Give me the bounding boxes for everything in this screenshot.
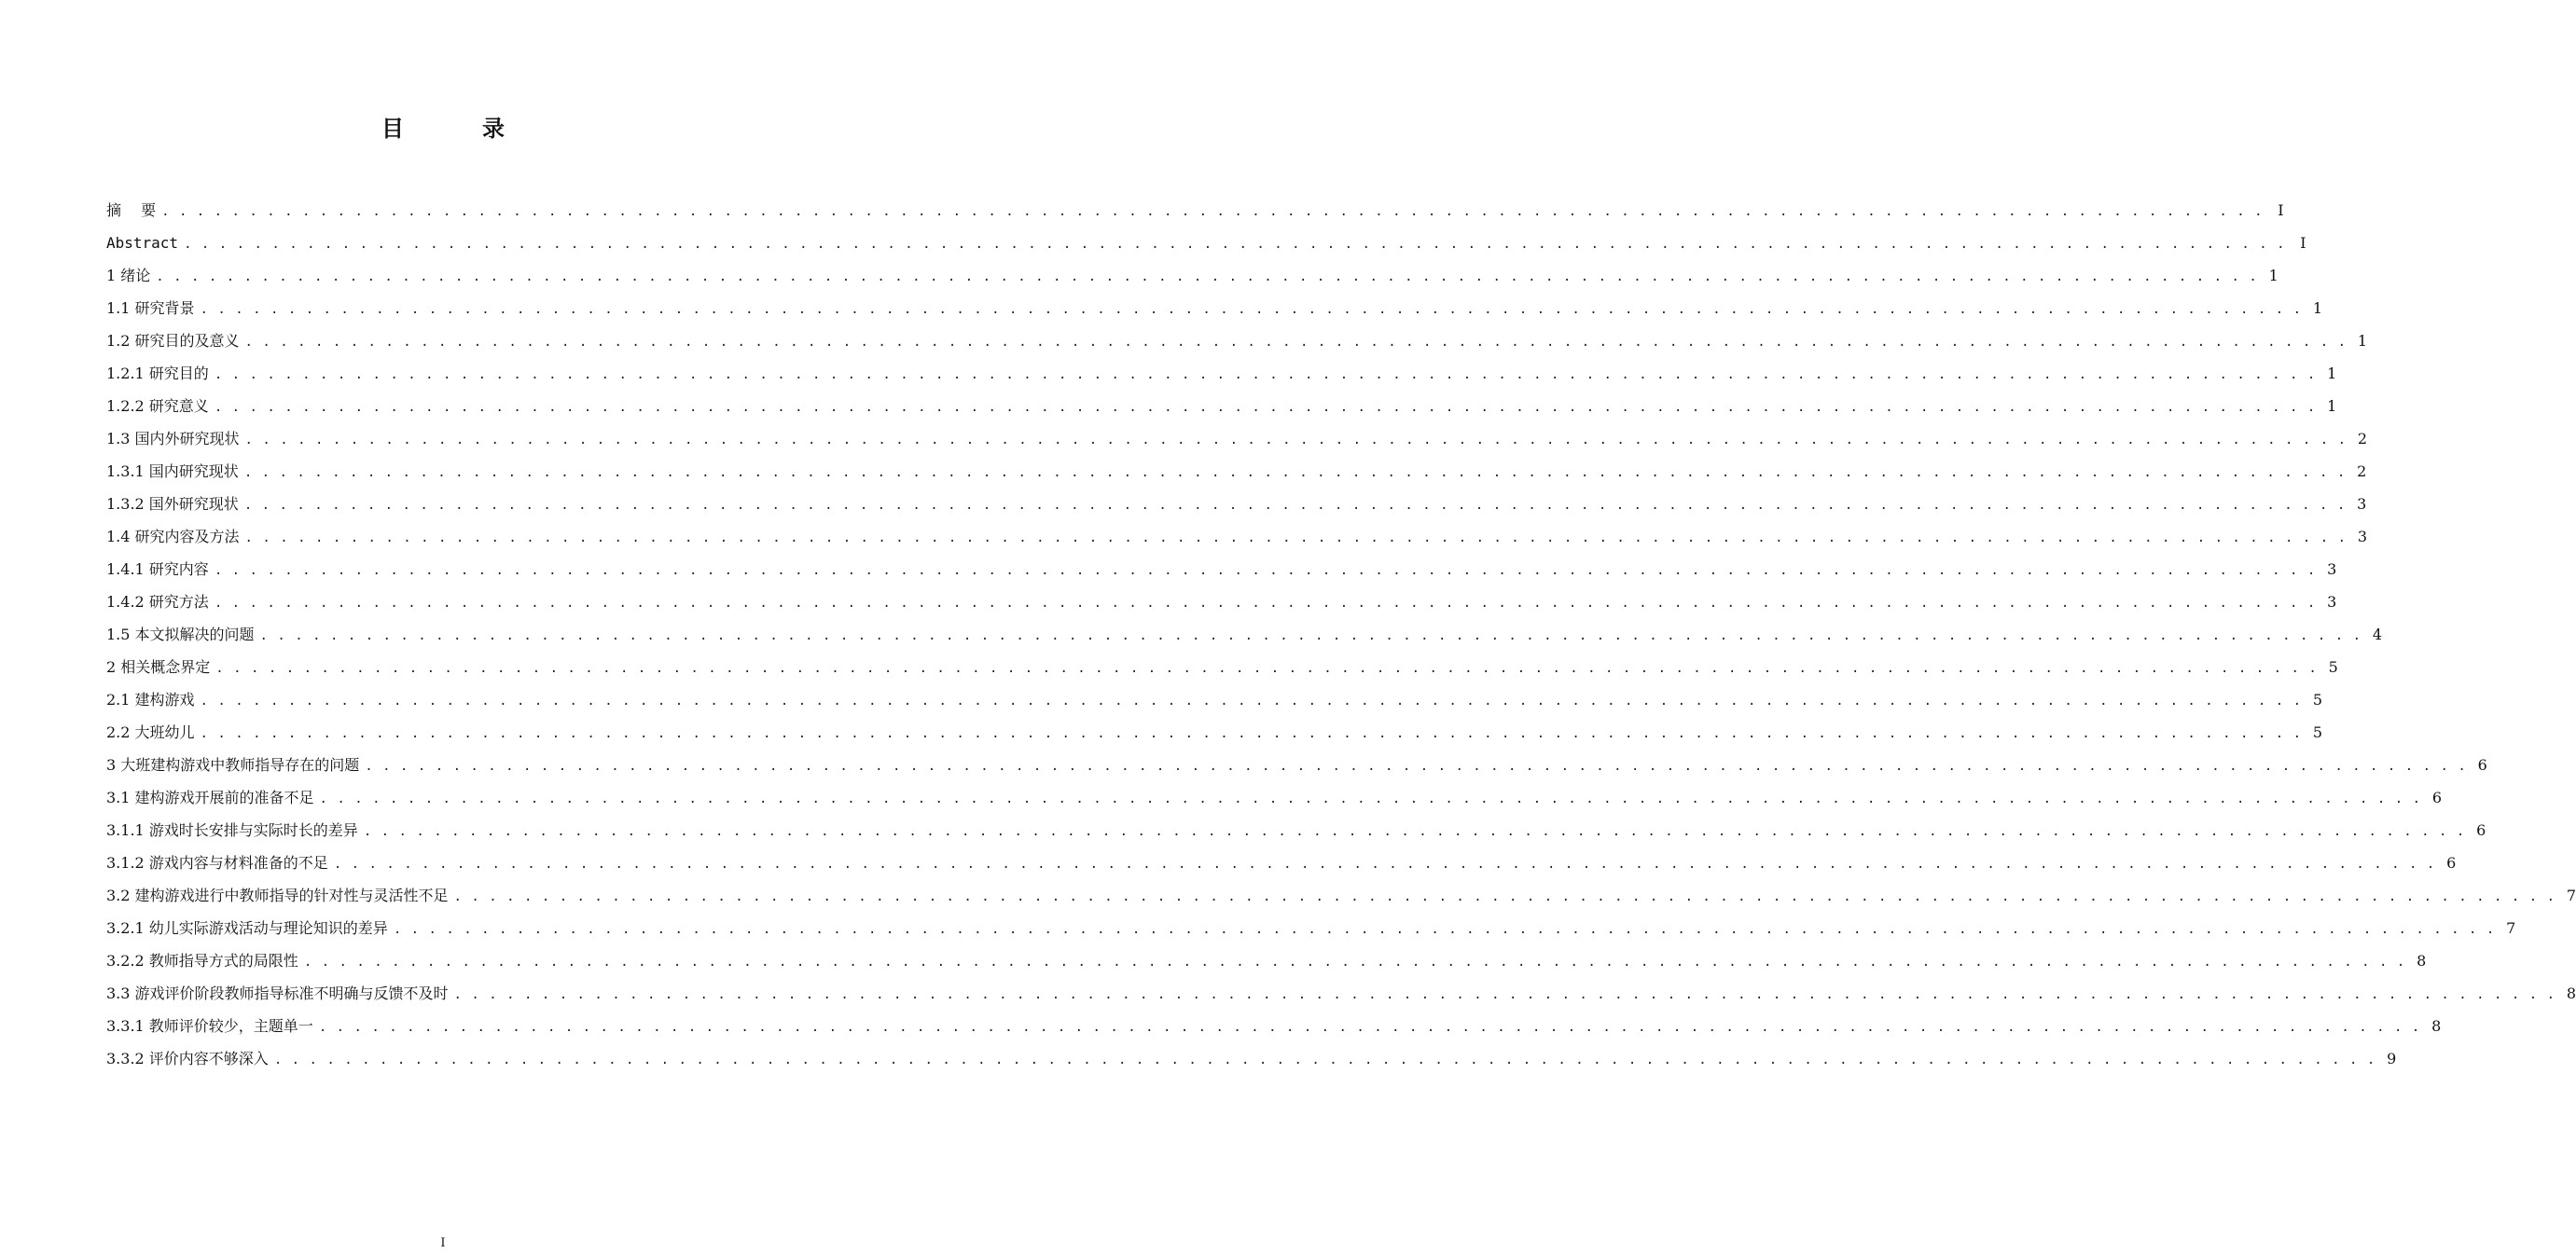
page-number: I bbox=[440, 1236, 446, 1250]
toc-entry-label: 1.2.1 研究目的 bbox=[106, 365, 209, 382]
toc-entry[interactable] bbox=[106, 781, 2443, 814]
toc-entry-label: 1.3 国内外研究现状 bbox=[106, 430, 240, 448]
toc-entry[interactable] bbox=[106, 422, 2368, 455]
toc-entry[interactable] bbox=[106, 618, 2383, 651]
toc-entry-page: 2 bbox=[2357, 462, 2367, 480]
toc-entry-page: 6 bbox=[2477, 756, 2487, 774]
toc-dot-leader: . . . . . . . . . . . . . . . . . . . . . . . . . . . . . . . . . . . . . . . . . . . . . . . . . . . . . . . . . . . . . . . . . . . . . . . . . . . . . . . . . . . . . . . . . . . . . . . . . . . . . . . . . . . . . . . . . . . . . . . . bbox=[363, 824, 2466, 839]
toc-dot-leader: . . . . . . . . . . . . . . . . . . . . . . . . . . . . . . . . . . . . . . . . . . . . . . . . . . . . . . . . . . . . . . . . . . . . . . . . . . . . . . . . . . . . . . . . . . . . . . . . . . . . . . . . . . . . . . . . . . . . . . . . bbox=[244, 433, 2347, 448]
toc-dot-leader: . . . . . . . . . . . . . . . . . . . . . . . . . . . . . . . . . . . . . . . . . . . . . . . . . . . . . . . . . . . . . . . . . . . . . . . . . . . . . . . . . . . . . . . . . . . . . . . . . . . . . . . . . . . . . . . . . . . . . . . . bbox=[243, 465, 2347, 480]
toc-dot-leader: . . . . . . . . . . . . . . . . . . . . . . . . . . . . . . . . . . . . . . . . . . . . . . . . . . . . . . . . . . . . . . . . . . . . . . . . . . . . . . . . . . . . . . . . . . . . . . . . . . . . . . . . . . . . . . . . . . . . . . . . bbox=[200, 726, 2303, 741]
toc-entry-label: 1.5 本文拟解决的问题 bbox=[106, 626, 255, 643]
toc-entry-label: 3.3.1 教师评价较少，主题单一 bbox=[106, 1017, 313, 1035]
toc-entry-page: 6 bbox=[2476, 821, 2486, 839]
toc-dot-leader: . . . . . . . . . . . . . . . . . . . . . . . . . . . . . . . . . . . . . . . . . . . . . . . . . . . . . . . . . . . . . . . . . . . . . . . . . . . . . . . . . . . . . . . . . . . . . . . . . . . . . . . . . . . . . . . . . . . . . . . . bbox=[453, 987, 2556, 1002]
toc-entry-label: 1.4.1 研究内容 bbox=[106, 560, 209, 578]
toc-entry-page: 7 bbox=[2566, 887, 2576, 904]
toc-entry-page: I bbox=[2278, 201, 2284, 219]
toc-entry[interactable] bbox=[106, 977, 2576, 1010]
toc-entry[interactable] bbox=[106, 520, 2368, 553]
toc-entry[interactable] bbox=[106, 749, 2487, 781]
toc-entry-label: 3.1 建构游戏开展前的准备不足 bbox=[106, 789, 314, 806]
toc-dot-leader: . . . . . . . . . . . . . . . . . . . . . . . . . . . . . . . . . . . . . . . . . . . . . . . . . . . . . . . . . . . . . . . . . . . . . . . . . . . . . . . . . . . . . . . . . . . . . . . . . . . . . . . . . . . . . . . . . . . . . . . . bbox=[214, 400, 2317, 415]
toc-entry-label: 1.4.2 研究方法 bbox=[106, 593, 209, 611]
toc-entry[interactable] bbox=[106, 324, 2368, 357]
toc-entry[interactable] bbox=[106, 847, 2457, 879]
toc-dot-leader: . . . . . . . . . . . . . . . . . . . . . . . . . . . . . . . . . . . . . . . . . . . . . . . . . . . . . . . . . . . . . . . . . . . . . . . . . . . . . . . . . . . . . . . . . . . . . . . . . . . . . . . . . . . . . . . . . . . . . . . . bbox=[244, 335, 2347, 350]
toc-entry-page: 3 bbox=[2327, 593, 2337, 611]
toc-entry-label: 1.2.2 研究意义 bbox=[106, 397, 209, 415]
toc-entry[interactable] bbox=[106, 1010, 2442, 1042]
toc-entry-page: 3 bbox=[2357, 495, 2367, 513]
toc-dot-leader: . . . . . . . . . . . . . . . . . . . . . . . . . . . . . . . . . . . . . . . . . . . . . . . . . . . . . . . . . . . . . . . . . . . . . . . . . . . . . . . . . . . . . . . . . . . . . . . . . . . . . . . . . . . . . . . . . . . . . . . . bbox=[303, 955, 2406, 970]
toc-entry[interactable] bbox=[106, 1042, 2397, 1075]
toc-entry[interactable] bbox=[106, 912, 2516, 944]
toc-entry-label: 3 大班建构游戏中教师指导存在的问题 bbox=[106, 756, 360, 774]
toc-dot-leader: . . . . . . . . . . . . . . . . . . . . . . . . . . . . . . . . . . . . . . . . . . . . . . . . . . . . . . . . . . . . . . . . . . . . . . . . . . . . . . . . . . . . . . . . . . . . . . . . . . . . . . . . . . . . . . . . . . . . . . . . bbox=[453, 889, 2556, 904]
toc-entry-page: I bbox=[2300, 234, 2306, 252]
toc-dot-leader: . . . . . . . . . . . . . . . . . . . . . . . . . . . . . . . . . . . . . . . . . . . . . . . . . . . . . . . . . . . . . . . . . . . . . . . . . . . . . . . . . . . . . . . . . . . . . . . . . . . . . . . . . . . . . . . . . . . . . . . . bbox=[319, 792, 2422, 806]
toc-dot-leader: . . . . . . . . . . . . . . . . . . . . . . . . . . . . . . . . . . . . . . . . . . . . . . . . . . . . . . . . . . . . . . . . . . . . . . . . . . . . . . . . . . . . . . . . . . . . . . . . . . . . . . . . . . . . . . . . . . . . . . . . bbox=[365, 759, 2467, 774]
table-of-contents bbox=[106, 194, 2576, 1075]
toc-entry[interactable] bbox=[106, 259, 2278, 292]
toc-entry-page: 8 bbox=[2431, 1017, 2442, 1035]
toc-dot-leader: . . . . . . . . . . . . . . . . . . . . . . . . . . . . . . . . . . . . . . . . . . . . . . . . . . . . . . . . . . . . . . . . . . . . . . . . . . . . . . . . . . . . . . . . . . . . . . . . . . . . . . . . . . . . . . . . . . . . . . . . bbox=[259, 628, 2362, 643]
toc-entry-page: 2 bbox=[2357, 430, 2368, 448]
toc-entry-page: 1 bbox=[2312, 299, 2323, 317]
toc-entry[interactable] bbox=[106, 357, 2337, 390]
toc-entry-page: 4 bbox=[2372, 626, 2383, 643]
toc-entry-label: 3.2.2 教师指导方式的局限性 bbox=[106, 952, 298, 970]
toc-entry-page: 1 bbox=[2327, 397, 2337, 415]
toc-entry[interactable] bbox=[106, 390, 2337, 422]
toc-dot-leader: . . . . . . . . . . . . . . . . . . . . . . . . . . . . . . . . . . . . . . . . . . . . . . . . . . . . . . . . . . . . . . . . . . . . . . . . . . . . . . . . . . . . . . . . . . . . . . . . . . . . . . . . . . . . . . . . . . . . . . . . bbox=[273, 1053, 2376, 1067]
toc-entry[interactable] bbox=[106, 944, 2427, 977]
toc-entry[interactable] bbox=[106, 194, 2284, 227]
toc-entry[interactable] bbox=[106, 585, 2337, 618]
toc-entry-label: Abstract bbox=[106, 234, 179, 252]
toc-entry-label: 1.3.2 国外研究现状 bbox=[106, 495, 239, 513]
toc-entry[interactable] bbox=[106, 488, 2367, 520]
toc-dot-leader: . . . . . . . . . . . . . . . . . . . . . . . . . . . . . . . . . . . . . . . . . . . . . . . . . . . . . . . . . . . . . . . . . . . . . . . . . . . . . . . . . . . . . . . . . . . . . . . . . . . . . . . . . . . . . . . . . . . . . . . . bbox=[333, 857, 2436, 872]
toc-entry-page: 5 bbox=[2312, 723, 2323, 741]
toc-dot-leader: . . . . . . . . . . . . . . . . . . . . . . . . . . . . . . . . . . . . . . . . . . . . . . . . . . . . . . . . . . . . . . . . . . . . . . . . . . . . . . . . . . . . . . . . . . . . . . . . . . . . . . . . . . . . . . . . . . . . . . . . bbox=[214, 563, 2317, 578]
toc-entry-label: 1.3.1 国内研究现状 bbox=[106, 462, 239, 480]
toc-dot-leader: . . . . . . . . . . . . . . . . . . . . . . . . . . . . . . . . . . . . . . . . . . . . . . . . . . . . . . . . . . . . . . . . . . . . . . . . . . . . . . . . . . . . . . . . . . . . . . . . . . . . . . . . . . . . . . . . . . . . . . . . bbox=[215, 661, 2318, 676]
toc-entry-label: 3.1.2 游戏内容与材料准备的不足 bbox=[106, 854, 328, 872]
toc-entry-label: 1 绪论 bbox=[106, 267, 151, 284]
toc-dot-leader: . . . . . . . . . . . . . . . . . . . . . . . . . . . . . . . . . . . . . . . . . . . . . . . . . . . . . . . . . . . . . . . . . . . . . . . . . . . . . . . . . . . . . . . . . . . . . . . . . . . . . . . . . . . . . . . . . . . . . . . . bbox=[161, 204, 2264, 219]
toc-entry[interactable] bbox=[106, 879, 2576, 912]
toc-dot-leader: . . . . . . . . . . . . . . . . . . . . . . . . . . . . . . . . . . . . . . . . . . . . . . . . . . . . . . . . . . . . . . . . . . . . . . . . . . . . . . . . . . . . . . . . . . . . . . . . . . . . . . . . . . . . . . . . . . . . . . . . bbox=[200, 302, 2303, 317]
toc-dot-leader: . . . . . . . . . . . . . . . . . . . . . . . . . . . . . . . . . . . . . . . . . . . . . . . . . . . . . . . . . . . . . . . . . . . . . . . . . . . . . . . . . . . . . . . . . . . . . . . . . . . . . . . . . . . . . . . . . . . . . . . . bbox=[243, 498, 2347, 513]
toc-dot-leader: . . . . . . . . . . . . . . . . . . . . . . . . . . . . . . . . . . . . . . . . . . . . . . . . . . . . . . . . . . . . . . . . . . . . . . . . . . . . . . . . . . . . . . . . . . . . . . . . . . . . . . . . . . . . . . . . . . . . . . . . bbox=[156, 269, 2258, 284]
toc-entry[interactable] bbox=[106, 716, 2323, 749]
toc-dot-leader: . . . . . . . . . . . . . . . . . . . . . . . . . . . . . . . . . . . . . . . . . . . . . . . . . . . . . . . . . . . . . . . . . . . . . . . . . . . . . . . . . . . . . . . . . . . . . . . . . . . . . . . . . . . . . . . . . . . . . . . . bbox=[318, 1020, 2421, 1035]
toc-entry-page: 1 bbox=[2357, 332, 2368, 350]
toc-entry-page: 9 bbox=[2387, 1050, 2397, 1067]
toc-dot-leader: . . . . . . . . . . . . . . . . . . . . . . . . . . . . . . . . . . . . . . . . . . . . . . . . . . . . . . . . . . . . . . . . . . . . . . . . . . . . . . . . . . . . . . . . . . . . . . . . . . . . . . . . . . . . . . . . . . . . . . . . bbox=[244, 530, 2347, 545]
toc-dot-leader: . . . . . . . . . . . . . . . . . . . . . . . . . . . . . . . . . . . . . . . . . . . . . . . . . . . . . . . . . . . . . . . . . . . . . . . . . . . . . . . . . . . . . . . . . . . . . . . . . . . . . . . . . . . . . . . . . . . . . . . . bbox=[184, 237, 2286, 252]
toc-entry-label: 1.4 研究内容及方法 bbox=[106, 528, 240, 545]
toc-entry[interactable] bbox=[106, 814, 2486, 847]
toc-entry[interactable] bbox=[106, 227, 2306, 259]
toc-entry-label: 2.2 大班幼儿 bbox=[106, 723, 195, 741]
toc-entry[interactable] bbox=[106, 553, 2337, 585]
toc-entry-page: 8 bbox=[2566, 984, 2576, 1002]
toc-entry-label: 3.3 游戏评价阶段教师指导标准不明确与反馈不及时 bbox=[106, 984, 449, 1002]
toc-entry[interactable] bbox=[106, 292, 2323, 324]
toc-entry-page: 5 bbox=[2312, 691, 2323, 709]
toc-entry[interactable] bbox=[106, 683, 2323, 716]
toc-entry-page: 5 bbox=[2328, 658, 2338, 676]
toc-entry-page: 1 bbox=[2327, 365, 2337, 382]
toc-entry-label: 1.1 研究背景 bbox=[106, 299, 195, 317]
toc-entry[interactable] bbox=[106, 455, 2367, 488]
toc-entry-label: 2.1 建构游戏 bbox=[106, 691, 195, 709]
page-title: 目 录 bbox=[381, 116, 533, 142]
toc-entry-page: 3 bbox=[2357, 528, 2368, 545]
toc-entry-label: 2 相关概念界定 bbox=[106, 658, 211, 676]
toc-dot-leader: . . . . . . . . . . . . . . . . . . . . . . . . . . . . . . . . . . . . . . . . . . . . . . . . . . . . . . . . . . . . . . . . . . . . . . . . . . . . . . . . . . . . . . . . . . . . . . . . . . . . . . . . . . . . . . . . . . . . . . . . bbox=[214, 596, 2317, 611]
toc-entry[interactable] bbox=[106, 651, 2338, 683]
toc-entry-page: 3 bbox=[2327, 560, 2337, 578]
toc-entry-page: 8 bbox=[2417, 952, 2427, 970]
toc-entry-page: 7 bbox=[2506, 919, 2516, 937]
toc-entry-label: 3.3.2 评价内容不够深入 bbox=[106, 1050, 269, 1067]
toc-entry-label: 1.2 研究目的及意义 bbox=[106, 332, 240, 350]
toc-entry-page: 1 bbox=[2268, 267, 2278, 284]
toc-dot-leader: . . . . . . . . . . . . . . . . . . . . . . . . . . . . . . . . . . . . . . . . . . . . . . . . . . . . . . . . . . . . . . . . . . . . . . . . . . . . . . . . . . . . . . . . . . . . . . . . . . . . . . . . . . . . . . . . . . . . . . . . bbox=[214, 367, 2317, 382]
toc-entry-page: 6 bbox=[2431, 789, 2443, 806]
toc-entry-label: 3.1.1 游戏时长安排与实际时长的差异 bbox=[106, 821, 358, 839]
toc-dot-leader: . . . . . . . . . . . . . . . . . . . . . . . . . . . . . . . . . . . . . . . . . . . . . . . . . . . . . . . . . . . . . . . . . . . . . . . . . . . . . . . . . . . . . . . . . . . . . . . . . . . . . . . . . . . . . . . . . . . . . . . . bbox=[393, 922, 2496, 937]
toc-dot-leader: . . . . . . . . . . . . . . . . . . . . . . . . . . . . . . . . . . . . . . . . . . . . . . . . . . . . . . . . . . . . . . . . . . . . . . . . . . . . . . . . . . . . . . . . . . . . . . . . . . . . . . . . . . . . . . . . . . . . . . . . bbox=[200, 694, 2303, 709]
toc-entry-label: 3.2.1 幼儿实际游戏活动与理论知识的差异 bbox=[106, 919, 388, 937]
toc-entry-label: 摘 要 bbox=[106, 201, 157, 219]
toc-entry-label: 3.2 建构游戏进行中教师指导的针对性与灵活性不足 bbox=[106, 887, 449, 904]
toc-entry-page: 6 bbox=[2446, 854, 2457, 872]
